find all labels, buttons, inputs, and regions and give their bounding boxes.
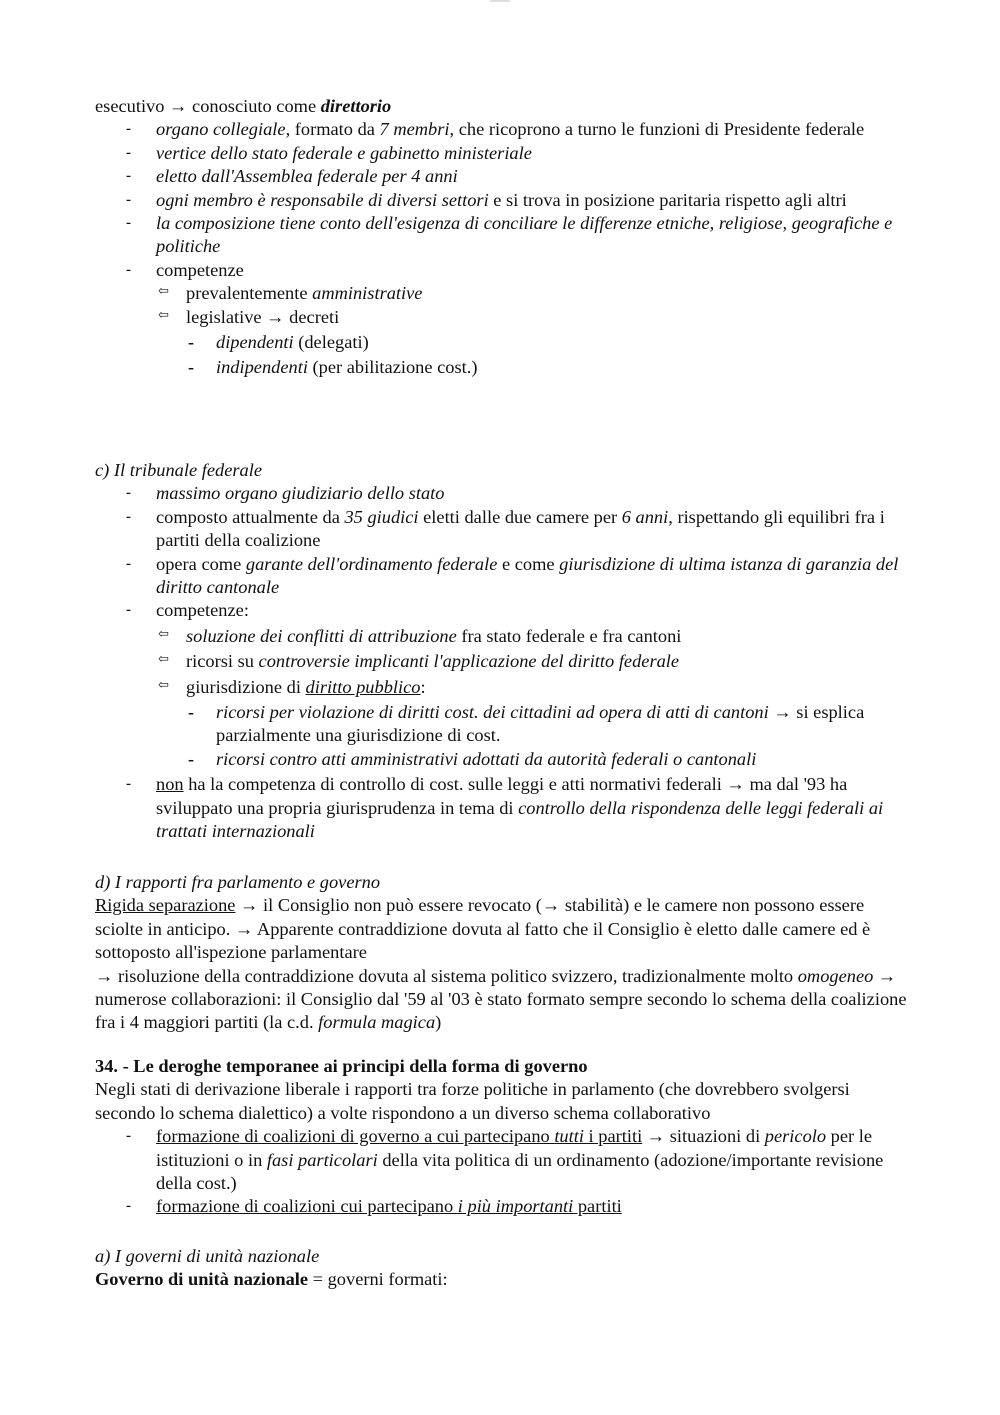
section-34 [95, 1055, 910, 1219]
list-item: - competenze [126, 259, 244, 280]
list-item: - la composizione tiene conto dell'esigenza di conciliare le differenze etniche, religiose, geografiche e politiche [126, 213, 893, 257]
executive-intro: esecutivo → conosciuto come direttorio [95, 96, 392, 116]
paragraph: Rigida separazione → il Consiglio non può essere revocato (→ stabilità) e le camere non possono essere sciolte in anticipo. → Apparente contraddizione dovuta al fatto che il Consiglio è eletto dalle camere ed è sottoposto all'ispezione parlamentare [95, 895, 871, 963]
paragraph: → risoluzione della contraddizione dovuta al sistema politico svizzero, tradizionalmente molto omogeneo → numerose collaborazioni: il Consiglio dal '59 al '03 è stato formato sempre secondo lo schema della coalizione fra i 4 maggiori partiti (la c.d. formula magica) [95, 965, 907, 1033]
sub-sub-list-item: - ricorsi per violazione di diritti cost. dei cittadini ad opera di atti di cantoni → si esplica parzialmente una giurisdizione di cost. [188, 702, 865, 746]
sub-sub-list-item: - indipendenti (per abilitazione cost.) [188, 357, 478, 378]
list-item: - formazione di coalizioni cui partecipano i più importanti partiti [126, 1196, 622, 1217]
section-title: a) I governi di unità nazionale [95, 1246, 320, 1266]
list-item: - ogni membro è responsabile di diversi settori e si trova in posizione paritaria rispetto agli altri [126, 189, 847, 210]
section-executive [95, 95, 910, 380]
list-item: - formazione di coalizioni di governo a cui partecipano tutti i partiti → situazioni di pericolo per le istituzioni o in fasi particolari della vita politica di un ordinamento (adozione/importante revisione della cost.) [126, 1126, 884, 1194]
page-top-mark [490, 0, 510, 2]
section-title: d) I rapporti fra parlamento e governo [95, 872, 381, 892]
list-item: - composto attualmente da 35 giudici eletti dalle due camere per 6 anni, rispettando gli equilibri fra i partiti della coalizione [126, 506, 885, 551]
sub-sub-list-item: - dipendenti (delegati) [188, 332, 369, 353]
section-governi-unita-nazionale [95, 1245, 910, 1292]
list-item: - organo collegiale, formato da 7 membri, che ricoprono a turno le funzioni di Presidente federale [126, 119, 865, 140]
section-tribunale-federale [95, 459, 910, 844]
list-item: - eletto dall'Assemblea federale per 4 anni [126, 166, 458, 187]
sub-list-item: ⇦ giurisdizione di diritto pubblico: [158, 676, 426, 697]
section-title: c) Il tribunale federale [95, 460, 262, 480]
sub-list-item: ⇦ legislative → decreti [158, 306, 340, 327]
sub-list-item: ⇦ soluzione dei conflitti di attribuzione fra stato federale e fra cantoni [158, 625, 682, 646]
section-heading: 34. - Le deroghe temporanee ai principi della forma di governo [95, 1056, 588, 1076]
list-item: - vertice dello stato federale e gabinetto ministeriale [126, 142, 532, 163]
sub-list-item: ⇦ ricorsi su controversie implicanti l'applicazione del diritto federale [158, 651, 680, 672]
paragraph: Governo di unità nazionale = governi formati: [95, 1269, 448, 1290]
list-item: - non ha la competenza di controllo di cost. sulle leggi e atti normativi federali → ma dal '93 ha sviluppato una propria giurisprudenza in tema di controllo della rispondenza delle leggi federali ai trattati internazionali [126, 774, 884, 842]
list-item: - competenze: [126, 600, 249, 621]
sub-list-item: ⇦ prevalentemente amministrative [158, 283, 423, 304]
list-item: - massimo organo giudiziario dello stato [126, 483, 445, 504]
section-rapporti [95, 871, 910, 1035]
sub-sub-list-item: - ricorsi contro atti amministrativi adottati da autorità federali o cantonali [188, 748, 757, 769]
list-item: - opera come garante dell'ordinamento federale e come giurisdizione di ultima istanza di garanzia del diritto cantonale [126, 553, 899, 598]
paragraph: Negli stati di derivazione liberale i rapporti tra forze politiche in parlamento (che dovrebbero svolgersi secondo lo schema dialettico) a volte rispondono a un diverso schema collaborativo [95, 1079, 850, 1123]
